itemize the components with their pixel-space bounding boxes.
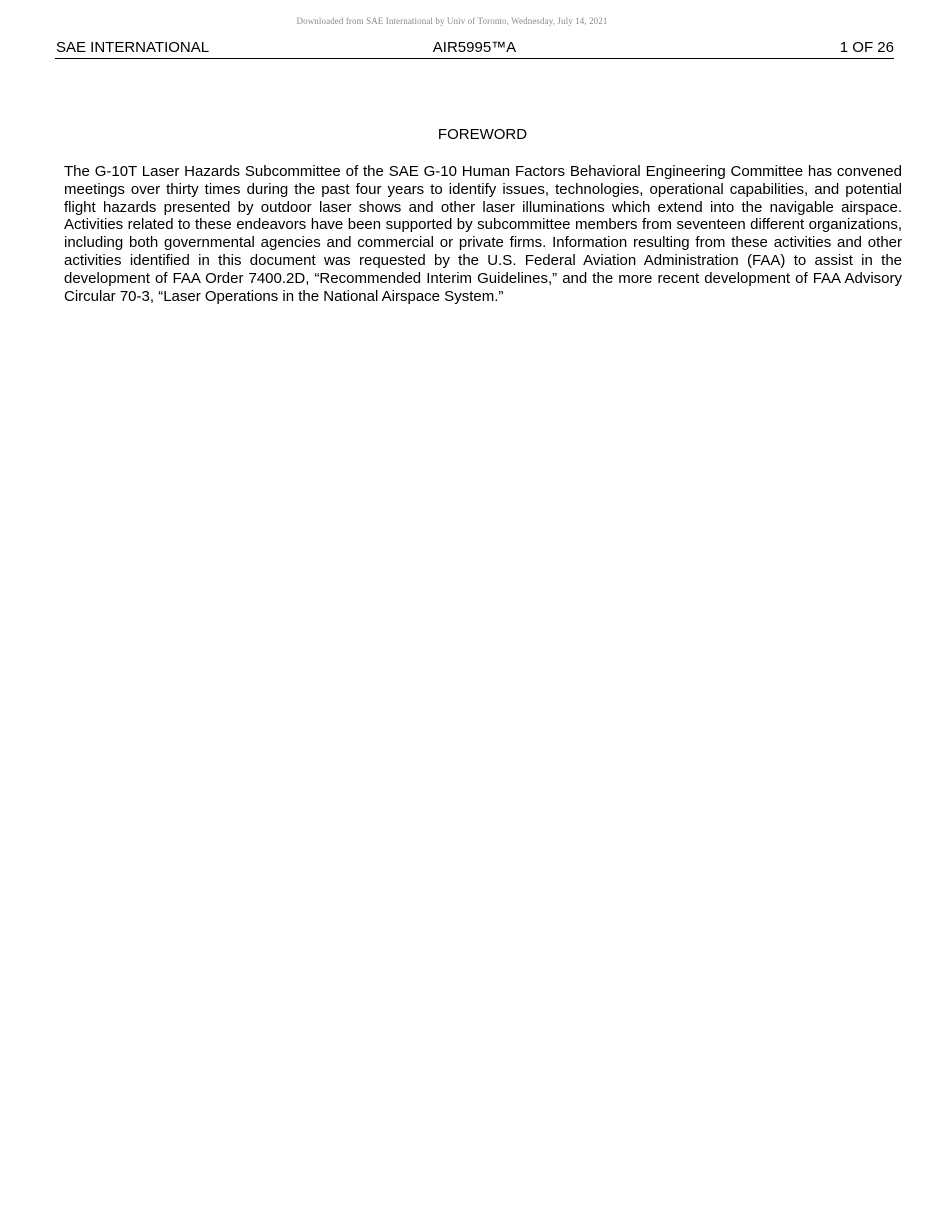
header-document-id: AIR5995™A (432, 39, 517, 56)
header-organization: SAE INTERNATIONAL (56, 39, 210, 56)
running-header (55, 38, 894, 59)
foreword-paragraph: The G-10T Laser Hazards Subcommittee of the SAE G-10 Human Factors Behavioral Engineering Committee has convened meetings over thirty times during the past four years to identify issues, technologies, operational capabilities, and potential flight hazards presented by outdoor laser shows and other laser illuminations which extend into the navigable airspace. Activities related to these endeavors have been supported by subcommittee members from seventeen different organizations, including both governmental agencies and commercial or private firms. Information resulting from these activities and other activities identified in this document was requested by the U.S. Federal Aviation Administration (FAA) to assist in the development of FAA Order 7400.2D, “Recommended Interim Guidelines,” and the more recent development of FAA Advisory Circular 70-3, “Laser Operations in the National Airspace System.” (64, 163, 902, 305)
header-page-indicator: 1 OF 26 (839, 39, 894, 56)
download-watermark: Downloaded from SAE International by Univ of Toronto, Wednesday, July 14, 2021 (296, 16, 608, 26)
foreword-heading: FOREWORD (437, 126, 528, 143)
